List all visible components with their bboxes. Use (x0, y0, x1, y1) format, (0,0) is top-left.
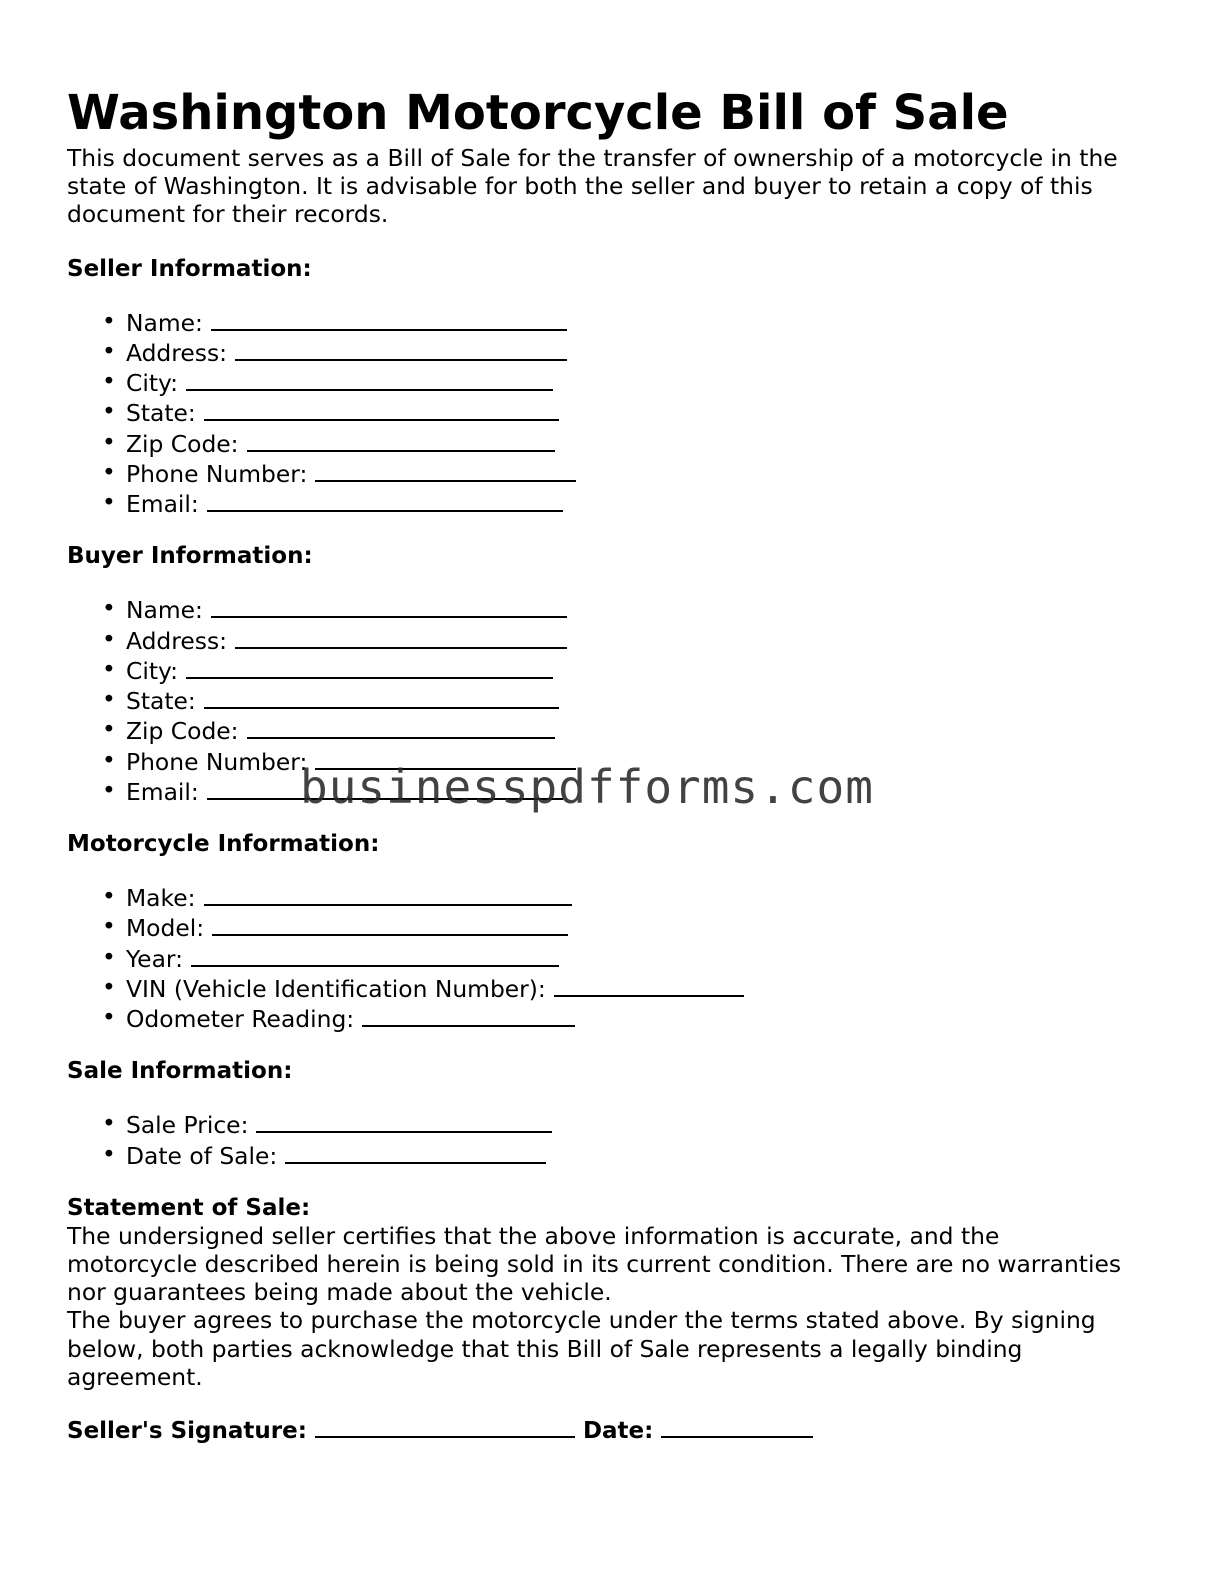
field-label: Address: (126, 338, 228, 367)
bullet-icon: • (102, 745, 116, 774)
bullet-icon: • (102, 1003, 116, 1032)
seller-name-blank[interactable] (211, 307, 567, 331)
seller-signature-label: Seller's Signature: (67, 1418, 307, 1445)
buyer-city-field (102, 654, 1157, 685)
field-label: City: (126, 369, 179, 398)
bullet-icon: • (102, 1109, 116, 1138)
buyer-state-blank[interactable] (204, 685, 559, 709)
motorcycle-fields (67, 882, 1157, 1033)
field-label: Model: (126, 914, 205, 943)
statement-paragraph-2 (67, 1306, 1157, 1391)
motorcycle-heading: Motorcycle Information: (67, 831, 380, 858)
field-label: Sale Price: (126, 1111, 249, 1140)
statement-line: nor guarantees being made about the vehicle. (67, 1278, 612, 1307)
bullet-icon: • (102, 457, 116, 486)
watermark: businesspdfforms.com (300, 760, 874, 814)
bullet-icon: • (102, 882, 116, 911)
seller-fields (67, 307, 1157, 519)
bullet-icon: • (102, 775, 116, 804)
sale-price-blank[interactable] (256, 1109, 552, 1133)
seller-phone-blank[interactable] (315, 458, 576, 482)
vin-blank[interactable] (554, 973, 744, 997)
model-blank[interactable] (212, 912, 568, 936)
seller-email-blank[interactable] (207, 488, 563, 512)
seller-email-field (102, 488, 1157, 519)
bullet-icon: • (102, 654, 116, 683)
seller-phone-field (102, 457, 1157, 488)
buyer-name-field (102, 594, 1157, 625)
signature-row (67, 1414, 1157, 1445)
intro-line: This document serves as a Bill of Sale for the transfer of ownership of a motorcycle in the (67, 144, 1118, 172)
bullet-icon: • (102, 306, 116, 335)
buyer-address-blank[interactable] (235, 625, 567, 649)
field-label: Phone Number: (126, 747, 308, 776)
seller-name-field (102, 306, 1157, 337)
seller-city-blank[interactable] (186, 367, 553, 391)
bullet-icon: • (102, 972, 116, 1001)
odometer-blank[interactable] (362, 1003, 575, 1027)
bullet-icon: • (102, 488, 116, 517)
buyer-city-blank[interactable] (186, 655, 553, 679)
field-label: Odometer Reading: (126, 1005, 355, 1034)
seller-address-blank[interactable] (235, 337, 567, 361)
field-label: State: (126, 687, 196, 716)
seller-state-blank[interactable] (204, 397, 559, 421)
field-label: Zip Code: (126, 429, 239, 458)
bullet-icon: • (102, 715, 116, 744)
statement-line: The buyer agrees to purchase the motorcycle under the terms stated above. By signing (67, 1306, 1096, 1335)
statement-line: motorcycle described herein is being sold in its current condition. There are no warranties (67, 1250, 1122, 1279)
bullet-icon: • (102, 427, 116, 456)
bullet-icon: • (102, 336, 116, 365)
bullet-icon: • (102, 367, 116, 396)
year-blank[interactable] (191, 943, 559, 967)
buyer-zip-blank[interactable] (247, 715, 555, 739)
seller-zip-field (102, 427, 1157, 458)
bullet-icon: • (102, 624, 116, 653)
statement-line: The undersigned seller certifies that the above information is accurate, and the (67, 1221, 1000, 1250)
bullet-icon: • (102, 912, 116, 941)
field-label: Date of Sale: (126, 1141, 278, 1170)
statement-line: below, both parties acknowledge that this Bill of Sale represents a legally binding (67, 1334, 1023, 1363)
field-label: Name: (126, 308, 203, 337)
statement-line: agreement. (67, 1362, 203, 1391)
field-label: Name: (126, 596, 203, 625)
motorcycle-year-field (102, 942, 1157, 973)
bullet-icon: • (102, 594, 116, 623)
seller-address-field (102, 336, 1157, 367)
motorcycle-odometer-field (102, 1003, 1157, 1034)
sale-date-blank[interactable] (285, 1140, 546, 1164)
sale-price-field (102, 1109, 1157, 1140)
document-title: Washington Motorcycle Bill of Sale (67, 85, 1009, 141)
field-label: City: (126, 656, 179, 685)
intro-line: document for their records. (67, 200, 389, 229)
sale-fields (67, 1109, 1157, 1170)
bullet-icon: • (102, 1139, 116, 1168)
field-label: Address: (126, 626, 228, 655)
buyer-name-blank[interactable] (211, 594, 567, 618)
seller-city-field (102, 367, 1157, 398)
field-label: Email: (126, 777, 199, 806)
make-blank[interactable] (204, 882, 572, 906)
sale-date-field (102, 1139, 1157, 1170)
seller-heading: Seller Information: (67, 255, 312, 282)
statement-paragraph-1 (67, 1222, 1157, 1307)
field-label: Phone Number: (126, 459, 308, 488)
field-label: Year: (126, 944, 183, 973)
bullet-icon: • (102, 397, 116, 426)
sale-heading: Sale Information: (67, 1058, 293, 1085)
statement-heading: Statement of Sale: (67, 1194, 311, 1221)
motorcycle-vin-field (102, 972, 1157, 1003)
intro-line: state of Washington. It is advisable for both the seller and buyer to retain a copy of this (67, 172, 1093, 201)
seller-zip-blank[interactable] (247, 428, 555, 452)
intro-paragraph (67, 144, 1157, 229)
seller-signature-blank[interactable] (315, 1414, 575, 1438)
bullet-icon: • (102, 942, 116, 971)
field-label: VIN (Vehicle Identification Number): (126, 974, 546, 1003)
buyer-state-field (102, 685, 1157, 716)
bullet-icon: • (102, 685, 116, 714)
motorcycle-model-field (102, 912, 1157, 943)
buyer-address-field (102, 624, 1157, 655)
date-label: Date: (582, 1418, 654, 1445)
seller-state-field (102, 397, 1157, 428)
buyer-heading: Buyer Information: (67, 543, 313, 570)
field-label: Make: (126, 884, 196, 913)
signature-date-blank[interactable] (661, 1414, 813, 1438)
field-label: Email: (126, 490, 199, 519)
motorcycle-make-field (102, 882, 1157, 913)
field-label: State: (126, 399, 196, 428)
field-label: Zip Code: (126, 717, 239, 746)
buyer-zip-field (102, 715, 1157, 746)
